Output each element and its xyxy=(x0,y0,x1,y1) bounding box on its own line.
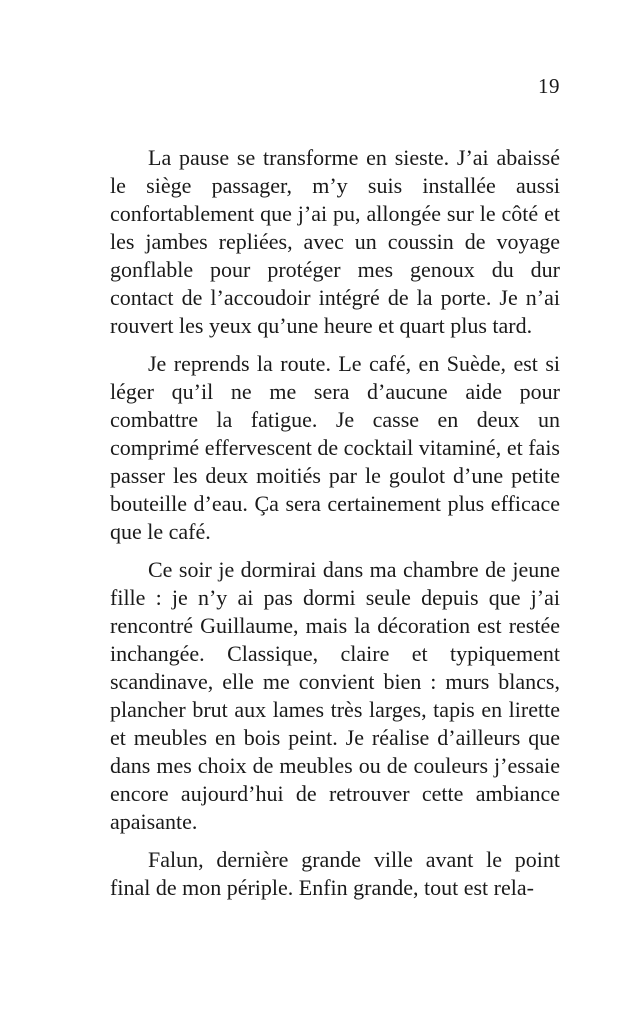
body-text xyxy=(110,144,560,912)
paragraph: Je reprends la route. Le café, en Suède, est si léger qu’il ne me sera d’aucune aide pour combattre la fatigue. Je casse en deux un comprimé effervescent de cocktail vitaminé, et fais passer les deux moitiés par le goulot d’une petite bouteille d’eau. Ça sera certainement plus efficace que le café. xyxy=(110,351,560,544)
page-number: 19 xyxy=(538,74,560,98)
paragraph: Ce soir je dormirai dans ma chambre de jeune fille : je n’y ai pas dormi seule depuis que j’ai rencontré Guillaume, mais la décoration est restée inchangée. Classique, claire et typiquement scandinave, elle me convient bien : murs blancs, plancher brut aux lames très larges, tapis en lirette et meubles en bois peint. Je réalise d’ailleurs que dans mes choix de meubles ou de couleurs j’essaie encore aujourd’hui de retrouver cette ambiance apaisante. xyxy=(110,557,560,834)
paragraph: La pause se transforme en sieste. J’ai abaissé le siège passager, m’y suis installée aussi confortablement que j’ai pu, allongée sur le côté et les jambes repliées, avec un coussin de voyage gonflable pour protéger mes genoux du dur contact de l’accoudoir intégré de la porte. Je n’ai rouvert les yeux qu’une heure et quart plus tard. xyxy=(110,145,560,338)
paragraph: Falun, dernière grande ville avant le point final de mon périple. Enfin grande, tout est rela- xyxy=(110,847,560,900)
